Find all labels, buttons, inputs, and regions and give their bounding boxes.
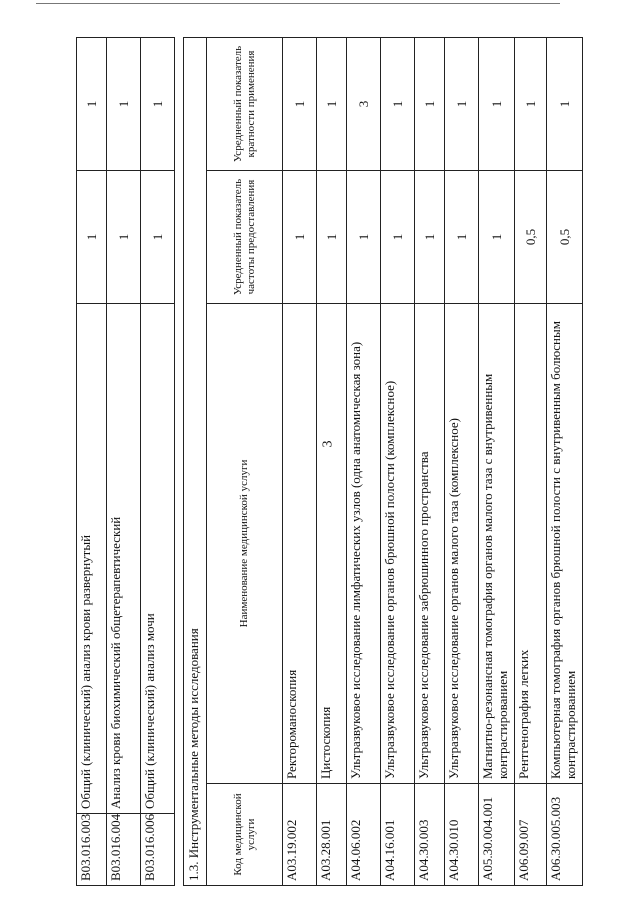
table-row: [381, 37, 415, 885]
cell-code: B03.016.006: [141, 814, 175, 886]
cell-name: Ультразвуковое исследование органов брюшной полости (комплексное): [381, 304, 415, 784]
cell-code: B03.016.004: [107, 814, 141, 886]
cell-multiplicity: 1: [107, 38, 141, 171]
cell-frequency: 1: [415, 171, 445, 304]
cell-code: A04.16.001: [381, 784, 415, 886]
table-row: [77, 38, 107, 886]
table-row: [283, 37, 317, 885]
cell-multiplicity: 1: [445, 37, 479, 170]
table-row: [317, 37, 347, 885]
cell-multiplicity: 1: [283, 37, 317, 170]
header-row: [207, 37, 283, 885]
cell-multiplicity: 1: [415, 37, 445, 170]
cell-code: A04.30.010: [445, 784, 479, 886]
cell-frequency: 0,5: [547, 171, 583, 304]
cell-code: A06.30.005.003: [547, 784, 583, 886]
cell-multiplicity: 1: [317, 37, 347, 170]
cell-frequency: 1: [381, 171, 415, 304]
table-row: [515, 37, 547, 885]
cell-code: A03.28.001: [317, 784, 347, 886]
cell-name: Ультразвуковое исследование забрюшинного пространства: [415, 304, 445, 784]
cell-frequency: 1: [77, 171, 107, 304]
cell-code: A05.30.004.001: [479, 784, 515, 886]
cell-code: A06.09.007: [515, 784, 547, 886]
header-name: Наименование медицинской услуги: [207, 304, 283, 784]
header-multiplicity: Усредненный показатель кратности применения: [207, 37, 283, 170]
cell-frequency: 1: [107, 171, 141, 304]
cell-multiplicity: 1: [77, 38, 107, 171]
cell-code: B03.016.003: [77, 814, 107, 886]
rotated-page-content: [76, 38, 612, 886]
cell-frequency: 0,5: [515, 171, 547, 304]
table-row: [141, 38, 175, 886]
cell-name: Ультразвуковое исследование органов малого таза (комплексное): [445, 304, 479, 784]
cell-name: Ультразвуковое исследование лимфатических узлов (одна анатомическая зона): [347, 304, 381, 784]
section-title: 1.3. Инструментальные методы исследования: [184, 37, 207, 885]
cell-frequency: 1: [317, 171, 347, 304]
cell-multiplicity: 1: [141, 38, 175, 171]
cell-multiplicity: 3: [347, 37, 381, 170]
cell-code: A04.06.002: [347, 784, 381, 886]
section-title-row: [184, 37, 207, 885]
cell-name: Анализ крови биохимический общетерапевтический: [107, 304, 141, 814]
cell-name: Компьютерная томография органов брюшной полости с внутривенным болюсным контрастированием: [547, 304, 583, 784]
table-row: [107, 38, 141, 886]
cell-name: Цистоскопия: [317, 304, 347, 784]
cell-frequency: 1: [141, 171, 175, 304]
cell-name: Рентгенография легких: [515, 304, 547, 784]
cell-name: Магнитно-резонансная томография органов малого таза с внутривенным контрастированием: [479, 304, 515, 784]
page-number: 3: [320, 440, 336, 448]
cell-frequency: 1: [479, 171, 515, 304]
cell-frequency: 1: [445, 171, 479, 304]
cell-code: A03.19.002: [283, 784, 317, 886]
cell-code: A04.30.003: [415, 784, 445, 886]
cell-multiplicity: 1: [547, 37, 583, 170]
cell-name: Общий (клинический) анализ крови развернутый: [77, 304, 107, 814]
table-row: [445, 37, 479, 885]
cell-multiplicity: 1: [381, 37, 415, 170]
cell-frequency: 1: [347, 171, 381, 304]
cell-name: Общий (клинический) анализ мочи: [141, 304, 175, 814]
lab-tests-table: [76, 37, 175, 886]
table-row: [479, 37, 515, 885]
top-rule: [36, 3, 560, 4]
header-frequency: Усредненный показатель частоты предоставления: [207, 171, 283, 304]
table-row: [415, 37, 445, 885]
table-row: [347, 37, 381, 885]
cell-multiplicity: 1: [479, 37, 515, 170]
header-code: Код медицинской услуги: [207, 784, 283, 886]
cell-name: Ректороманоскопия: [283, 304, 317, 784]
cell-frequency: 1: [283, 171, 317, 304]
table-row: [547, 37, 583, 885]
cell-multiplicity: 1: [515, 37, 547, 170]
instrumental-methods-table: [183, 37, 583, 886]
